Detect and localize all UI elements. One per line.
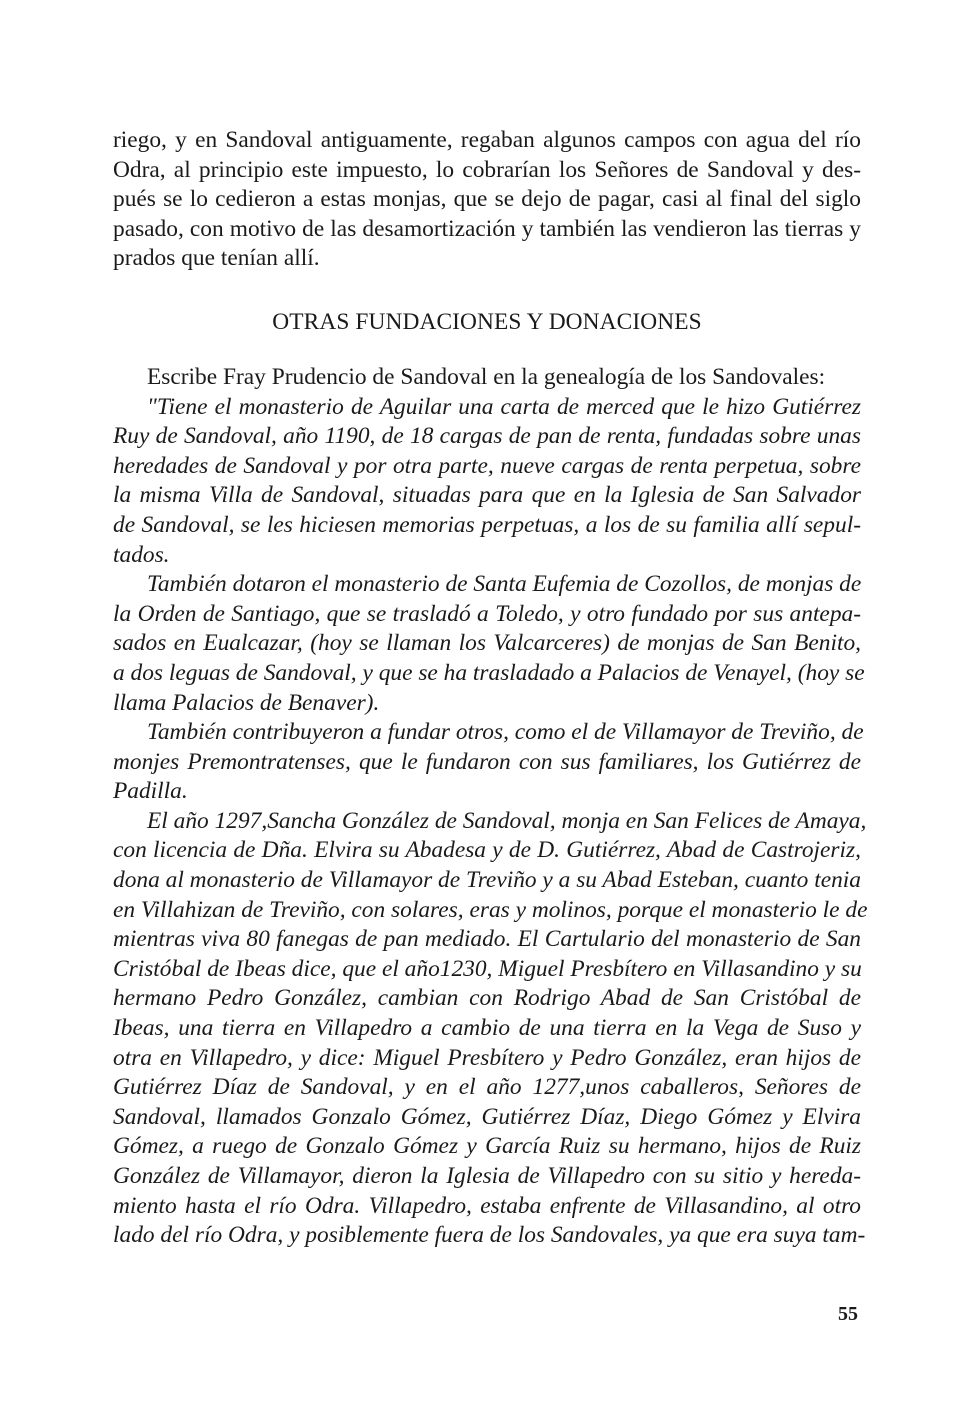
- text-line: Ruy de Sandoval, año 1190, de 18 cargas de pan de renta, fundadas sobre unas: [113, 423, 861, 450]
- opening-paragraph: [113, 126, 861, 274]
- text-line: prados que tenían allí.: [113, 245, 320, 272]
- text-line: a dos leguas de Sandoval, y que se ha trasladado a Palacios de Venayel, (hoy se: [113, 659, 865, 686]
- quote-paragraph-3: [113, 718, 864, 807]
- text-line: El año 1297,Sancha González de Sandoval, monja en San Felices de Amaya,: [147, 807, 867, 834]
- text-line: Escribe Fray Prudencio de Sandoval en la genealogía de los Sandovales:: [147, 363, 826, 390]
- text-line: sados en Eualcazar, (hoy se llaman los Valcarceres) de monjas de San Benito,: [113, 630, 861, 657]
- text-line: Odra, al principio este impuesto, lo cobrarían los Señores de Sandoval y des-: [113, 156, 861, 183]
- text-line: en Villahizan de Treviño, con solares, eras y molinos, porque el monasterio le de: [113, 896, 868, 923]
- text-line: con licencia de Dña. Elvira su Abadesa y de D. Gutiérrez, Abad de Castrojeriz,: [113, 837, 861, 864]
- text-line: riego, y en Sandoval antiguamente, regaban algunos campos con agua del río: [113, 127, 861, 153]
- text-line: de Sandoval, se les hiciesen memorias perpetuas, a los de su familia allí sepul-: [113, 511, 861, 538]
- text-line: mientras viva 80 fanegas de pan mediado. El Cartulario del monasterio de San: [113, 926, 861, 953]
- page-number: 55: [838, 1303, 858, 1325]
- text-line: heredades de Sandoval y por otra parte, nueve cargas de renta perpetua, sobre: [113, 452, 861, 479]
- text-line: Gutiérrez Díaz de Sandoval, y en el año 1277,unos caballeros, Señores de: [113, 1074, 861, 1101]
- text-line: dona al monasterio de Villamayor de Treviño y a su Abad Esteban, cuanto tenia: [113, 867, 861, 894]
- text-line: Padilla.: [113, 778, 188, 805]
- text-line: tados.: [113, 541, 170, 568]
- quote-paragraph-1: [113, 393, 861, 571]
- quote-paragraph-2: [113, 570, 865, 718]
- intro-paragraph: [113, 363, 861, 393]
- text-line: "Tiene el monasterio de Aguilar una carta de merced que le hizo Gutiérrez: [147, 393, 861, 420]
- section-heading: OTRAS FUNDACIONES Y DONACIONES: [272, 308, 702, 335]
- text-line: monjes Premontratenses, que le fundaron con sus familiares, los Gutiérrez de: [113, 748, 861, 775]
- text-line: llama Palacios de Benaver).: [113, 689, 380, 716]
- text-line: lado del río Odra, y posiblemente fuera de los Sandovales, ya que era suya tam-: [113, 1222, 866, 1249]
- page-body: [113, 126, 868, 1251]
- text-line: hermano Pedro González, cambian con Rodrigo Abad de San Cristóbal de: [113, 985, 861, 1012]
- text-line: González de Villamayor, dieron la Iglesia de Villapedro con su sitio y hereda-: [113, 1163, 861, 1189]
- text-line: la misma Villa de Sandoval, situadas para que en la Iglesia de San Salvador: [113, 482, 861, 509]
- text-line: pasado, con motivo de las desamortización y también las vendieron las tierras y: [113, 215, 861, 242]
- text-line: Gómez, a ruego de Gonzalo Gómez y García Ruiz su hermano, hijos de Ruiz: [113, 1133, 861, 1160]
- text-line: otra en Villapedro, y dice: Miguel Presbítero y Pedro González, eran hijos de: [113, 1044, 861, 1071]
- quote-paragraph-4: [113, 807, 868, 1251]
- text-line: Ibeas, una tierra en Villapedro a cambio de una tierra en la Vega de Suso y: [113, 1015, 861, 1042]
- text-line: También dotaron el monasterio de Santa Eufemia de Cozollos, de monjas de: [147, 571, 862, 598]
- text-line: Sandoval, llamados Gonzalo Gómez, Gutiérrez Díaz, Diego Gómez y Elvira: [113, 1103, 861, 1130]
- text-line: miento hasta el río Odra. Villapedro, estaba enfrente de Villasandino, al otro: [113, 1192, 861, 1219]
- text-line: la Orden de Santiago, que se trasladó a Toledo, y otro fundado por sus antepa-: [113, 600, 861, 627]
- text-line: Cristóbal de Ibeas dice, que el año1230, Miguel Presbítero en Villasandino y su: [113, 955, 862, 982]
- text-line: También contribuyeron a fundar otros, como el de Villamayor de Treviño, de: [147, 719, 864, 746]
- text-line: pués se lo cedieron a estas monjas, que se dejo de pagar, casi al final del siglo: [113, 186, 861, 213]
